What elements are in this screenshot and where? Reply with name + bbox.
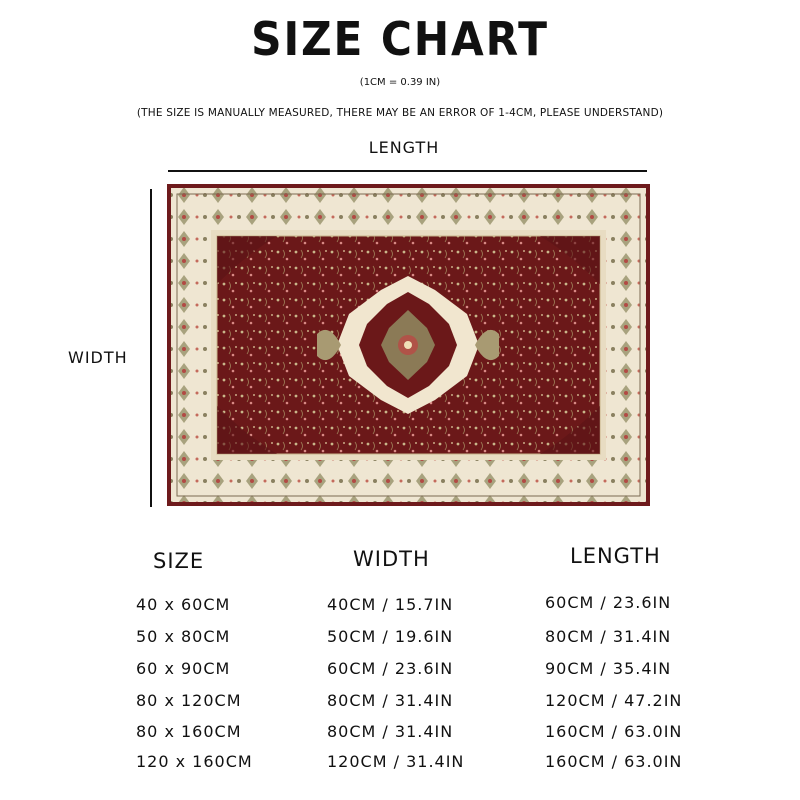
width-cell: 50CM / 19.6IN	[327, 627, 454, 646]
unit-conversion: (1CM = 0.39 IN)	[359, 77, 441, 88]
length-cell: 60CM / 23.6IN	[545, 593, 672, 612]
size-cell: 80 x 120CM	[136, 691, 242, 710]
size-cell: 40 x 60CM	[136, 595, 231, 614]
size-cell: 120 x 160CM	[136, 752, 253, 771]
length-indicator-line	[168, 170, 647, 172]
length-cell: 80CM / 31.4IN	[545, 627, 672, 646]
width-cell: 80CM / 31.4IN	[327, 691, 454, 710]
width-label: WIDTH	[68, 348, 128, 367]
column-header-width: WIDTH	[353, 547, 430, 571]
rug-image	[167, 184, 650, 506]
size-cell: 50 x 80CM	[136, 627, 231, 646]
length-cell: 90CM / 35.4IN	[545, 659, 672, 678]
length-label: LENGTH	[368, 138, 440, 157]
column-header-size: SIZE	[153, 549, 205, 573]
width-cell: 80CM / 31.4IN	[327, 722, 454, 741]
column-header-length: LENGTH	[570, 544, 661, 568]
measurement-note: (THE SIZE IS MANUALLY MEASURED, THERE MAY BE AN ERROR OF 1-4CM, PLEASE UNDERSTAND)	[136, 107, 664, 119]
width-cell: 40CM / 15.7IN	[327, 595, 454, 614]
page-title: SIZE CHART	[251, 12, 549, 66]
size-cell: 60 x 90CM	[136, 659, 231, 678]
width-indicator-line	[150, 189, 152, 507]
size-cell: 80 x 160CM	[136, 722, 242, 741]
length-cell: 160CM / 63.0IN	[545, 722, 683, 741]
length-cell: 160CM / 63.0IN	[545, 752, 683, 771]
width-cell: 60CM / 23.6IN	[327, 659, 454, 678]
length-cell: 120CM / 47.2IN	[545, 691, 683, 710]
width-cell: 120CM / 31.4IN	[327, 752, 465, 771]
